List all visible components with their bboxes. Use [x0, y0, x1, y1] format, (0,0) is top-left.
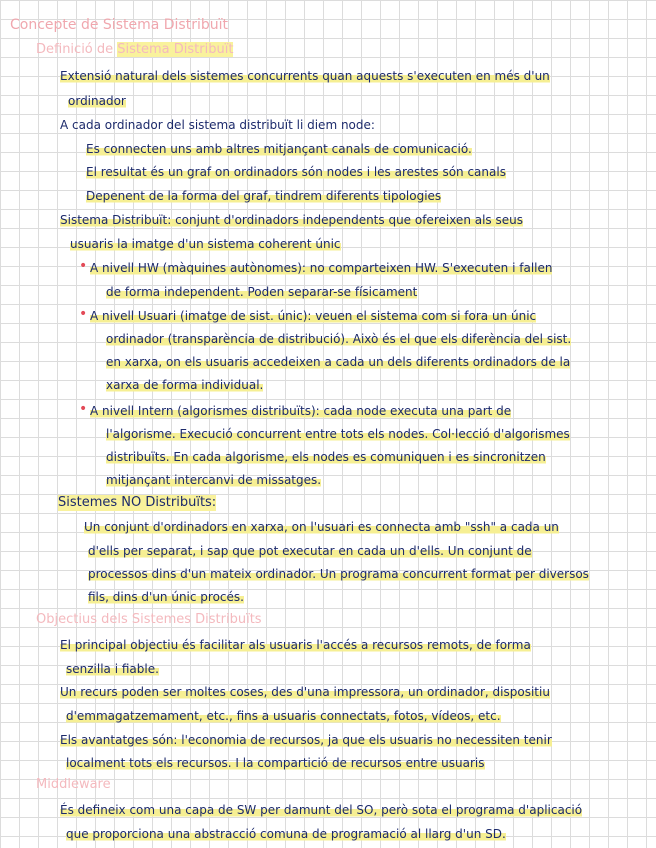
objectives-line-2: senzilla i fiable.: [66, 662, 159, 676]
middleware-line-2: que proporciona una abstracció comuna de programació al llarg d'un SD.: [66, 827, 506, 841]
def-line-3: A cada ordinador del sistema distribuït li diem node:: [60, 118, 375, 132]
bullet-dot: •: [79, 306, 88, 322]
objectives-line-3: Un recurs poden ser moltes coses, des d'una impressora, un ordinador, dispositiu: [60, 685, 550, 699]
bullet-3-line-3: distribuïts. En cada algorisme, els nodes es comuniquen i es sincronitzen: [106, 450, 546, 464]
def-line-1: Extensió natural dels sistemes concurrents quan aquests s'executen en més d'un: [60, 69, 550, 83]
definition-heading-highlight: Sistema Distribuït: [117, 42, 234, 57]
objectives-line-1: El principal objectiu és facilitar als usuaris l'accés a recursos remots, de forma: [60, 638, 531, 652]
page-title: Concepte de Sistema Distribuït: [10, 17, 228, 33]
def-line-5: El resultat és un graf on ordinadors són nodes i les arestes són canals: [86, 165, 506, 179]
bullet-dot: •: [79, 258, 88, 274]
objectives-heading: Objectius dels Sistemes Distribuïts: [36, 612, 262, 627]
middleware-heading: Middleware: [36, 777, 111, 792]
objectives-line-5: Els avantatges són: l'economia de recursos, ja que els usuaris no necessiten tenir: [60, 733, 552, 747]
bullet-1-line-2: de forma independent. Poden separar-se físicament: [106, 285, 418, 299]
bullet-dot: •: [79, 401, 88, 417]
middleware-line-1: És defineix com una capa de SW per damunt del SO, però sota el programa d'aplicació: [60, 803, 583, 817]
bullet-1-line-1: A nivell HW (màquines autònomes): no comparteixen HW. S'executen i fallen: [90, 261, 553, 275]
definition-heading: [36, 42, 233, 58]
non-dist-line-2: d'ells per separat, i sap que pot executar en cada un d'ells. Un conjunt de: [88, 544, 532, 558]
def-line-7: Sistema Distribuït: conjunt d'ordinadors independents que ofereixen als seus: [60, 213, 523, 227]
bullet-3-line-1: A nivell Intern (algorismes distribuïts): cada node executa una part de: [90, 404, 512, 418]
bullet-2-line-2: ordinador (transparència de distribució). Això és el que els diferència del sist.: [106, 332, 572, 346]
def-line-4: Es connecten uns amb altres mitjançant canals de comunicació.: [86, 142, 472, 156]
non-dist-line-3: processos dins d'un mateix ordinador. Un programa concurrent format per diversos: [88, 567, 589, 581]
objectives-line-4: d'emmagatzemament, etc., fins a usuaris connectats, fotos, vídeos, etc.: [66, 709, 501, 723]
non-dist-line-1: Un conjunt d'ordinadors en xarxa, on l'usuari es connecta amb "ssh" a cada un: [84, 520, 559, 534]
non-distributed-heading: Sistemes NO Distribuïts:: [58, 495, 217, 510]
definition-heading-prefix: Definició de: [36, 42, 118, 57]
bullet-2-line-3: en xarxa, on els usuaris accedeixen a cada un dels diferents ordinadors de la: [106, 355, 571, 369]
def-line-6: Depenent de la forma del graf, tindrem diferents tipologies: [86, 189, 442, 203]
bullet-3-line-2: l'algorisme. Execució concurrent entre tots els nodes. Col·lecció d'algorismes: [106, 427, 570, 441]
non-dist-line-4: fils, dins d'un únic procés.: [88, 590, 244, 604]
bullet-3-line-4: mitjançant intercanvi de missatges.: [106, 473, 322, 487]
def-line-8: usuaris la imatge d'un sistema coherent únic: [70, 237, 341, 251]
def-line-2: ordinador: [68, 94, 126, 108]
objectives-line-6: localment tots els recursos. I la compartició de recursos entre usuaris: [66, 756, 485, 770]
bullet-2-line-1: A nivell Usuari (imatge de sist. únic): veuen el sistema com si fora un únic: [90, 309, 537, 323]
bullet-2-line-4: xarxa de forma individual.: [106, 378, 264, 392]
